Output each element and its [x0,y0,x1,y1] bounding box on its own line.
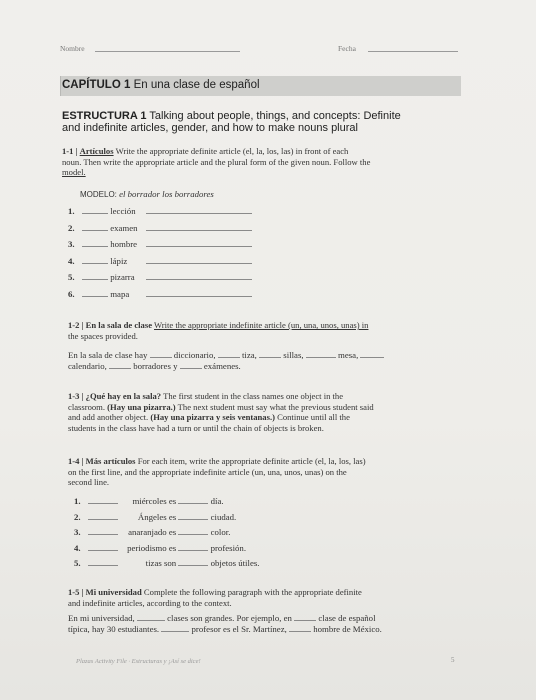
indefinite-blank[interactable] [178,511,208,520]
nombre-line[interactable] [95,51,240,52]
noun-word: lección [110,206,136,216]
ex4-item [74,511,236,522]
item-number: 2. [68,222,75,233]
plural-blank[interactable] [146,271,252,280]
item-noun: color. [210,527,231,537]
item-number: 1. [68,206,75,216]
definite-blank[interactable] [88,495,118,504]
noun-word: mapa [110,288,130,299]
article-blank[interactable] [82,238,108,247]
item-noun: objetos útiles. [210,558,260,568]
ex1-item [68,255,252,266]
item-phrase: tizas son [145,558,177,568]
item-phrase: periodismo es [127,542,177,553]
ex1-model: MODELO: el borrador los borradores [80,189,214,199]
noun-word: hombre [110,239,138,249]
ex2-blank[interactable] [306,349,336,358]
page-number: 5 [451,656,455,664]
estructura-heading: ESTRUCTURA 1 Talking about people, things, and concepts: Definite and indefinite articles, gender, and how to make nouns plural [62,110,401,134]
ex4-instructions: 1-4 | Más artículos For each item, write the appropriate definite article (el, la, los, las) on the first line, and the appropriate indefinite article (un, una, unos, unas) on the second line. [68,456,366,487]
plural-blank[interactable] [146,222,252,231]
item-phrase: miércoles es [132,496,177,506]
ex2-line1: En la sala de clase hay diccionario, tiza, sillas, mesa, [68,349,384,360]
ex1-item [68,238,252,249]
item-number: 1. [74,496,81,506]
plural-blank[interactable] [146,238,252,247]
ex2-blank[interactable] [218,349,240,358]
item-number: 4. [74,542,81,553]
noun-word: examen [110,222,138,233]
ex5-line1: En mi universidad, clases son grandes. Por ejemplo, en clase de español [68,613,376,623]
ex5-blank[interactable] [294,612,316,621]
indefinite-blank[interactable] [178,495,208,504]
ex1-item [68,288,252,299]
item-number: 3. [68,239,75,249]
definite-blank[interactable] [88,526,118,535]
definite-blank[interactable] [88,557,118,566]
item-number: 3. [74,527,81,537]
article-blank[interactable] [82,205,108,214]
indefinite-blank[interactable] [178,526,208,535]
ex5-blank[interactable] [289,623,311,632]
item-phrase: anaranjado es [128,527,177,537]
item-number: 4. [68,255,75,266]
plural-blank[interactable] [146,288,252,297]
fecha-line[interactable] [368,51,458,52]
definite-blank[interactable] [88,511,118,520]
noun-word: pizarra [110,272,135,282]
ex3-instructions: 1-3 | ¿Qué hay en la sala? The first student in the class names one object in the classroom. (Hay una pizarra.) The next student must say what the previous student said and add another object. (Hay una pizarra y seis ventanas.) Continue until all the students in the class have had a turn or until the chain of objects is broken. [68,391,374,433]
article-blank[interactable] [82,255,108,264]
nombre-label: Nombre [60,44,85,53]
item-phrase: Ángeles es [137,511,177,522]
ex4-item [74,542,246,553]
ex1-item [68,205,252,216]
ex1-item [68,222,252,233]
ex4-item [74,495,224,506]
ex4-item [74,557,259,568]
ex2-instructions: 1-2 | En la sala de clase Write the appropriate indefinite article (un, una, unos, unas) in the spaces provided. [68,320,369,341]
noun-word: lápiz [110,255,128,266]
item-noun: profesión. [210,542,247,553]
ex2-blank[interactable] [180,360,202,369]
item-noun: día. [210,496,224,506]
article-blank[interactable] [82,222,108,231]
plural-blank[interactable] [146,255,252,264]
indefinite-blank[interactable] [178,542,208,551]
ex1-instructions: 1-1 | Artículos Write the appropriate definite article (el, la, los, las) in front of each noun. Then write the appropriate article and the plural form of the given noun. Follow the model. [62,146,371,177]
ex2-blank[interactable] [360,349,384,358]
indefinite-blank[interactable] [178,557,208,566]
item-number: 2. [74,511,81,522]
ex2-blank[interactable] [150,349,172,358]
article-blank[interactable] [82,271,108,280]
ex2-line2: calendario, borradores y exámenes. [68,361,241,371]
ex5-blank[interactable] [161,623,189,632]
definite-blank[interactable] [88,542,118,551]
plural-blank[interactable] [146,205,252,214]
item-number: 6. [68,288,75,299]
fecha-label: Fecha [338,44,356,53]
ex5-blank[interactable] [137,612,165,621]
article-blank[interactable] [82,288,108,297]
chapter-title: CAPÍTULO 1 En una clase de español [62,79,260,91]
item-number: 5. [74,558,81,568]
item-noun: ciudad. [210,511,237,522]
ex2-blank[interactable] [109,360,131,369]
ex5-instructions: 1-5 | Mi universidad Complete the following paragraph with the appropriate definite and indefinite articles, according to the context. [68,587,362,608]
footer-credit: Plazas Activity File · Estructuras y ¡Así se dice! [76,658,201,665]
ex5-line2: típica, hay 30 estudiantes. profesor es el Sr. Martínez, hombre de México. [68,624,382,634]
item-number: 5. [68,272,75,282]
ex1-item [68,271,252,282]
ex4-item [74,526,230,537]
ex2-blank[interactable] [259,349,281,358]
